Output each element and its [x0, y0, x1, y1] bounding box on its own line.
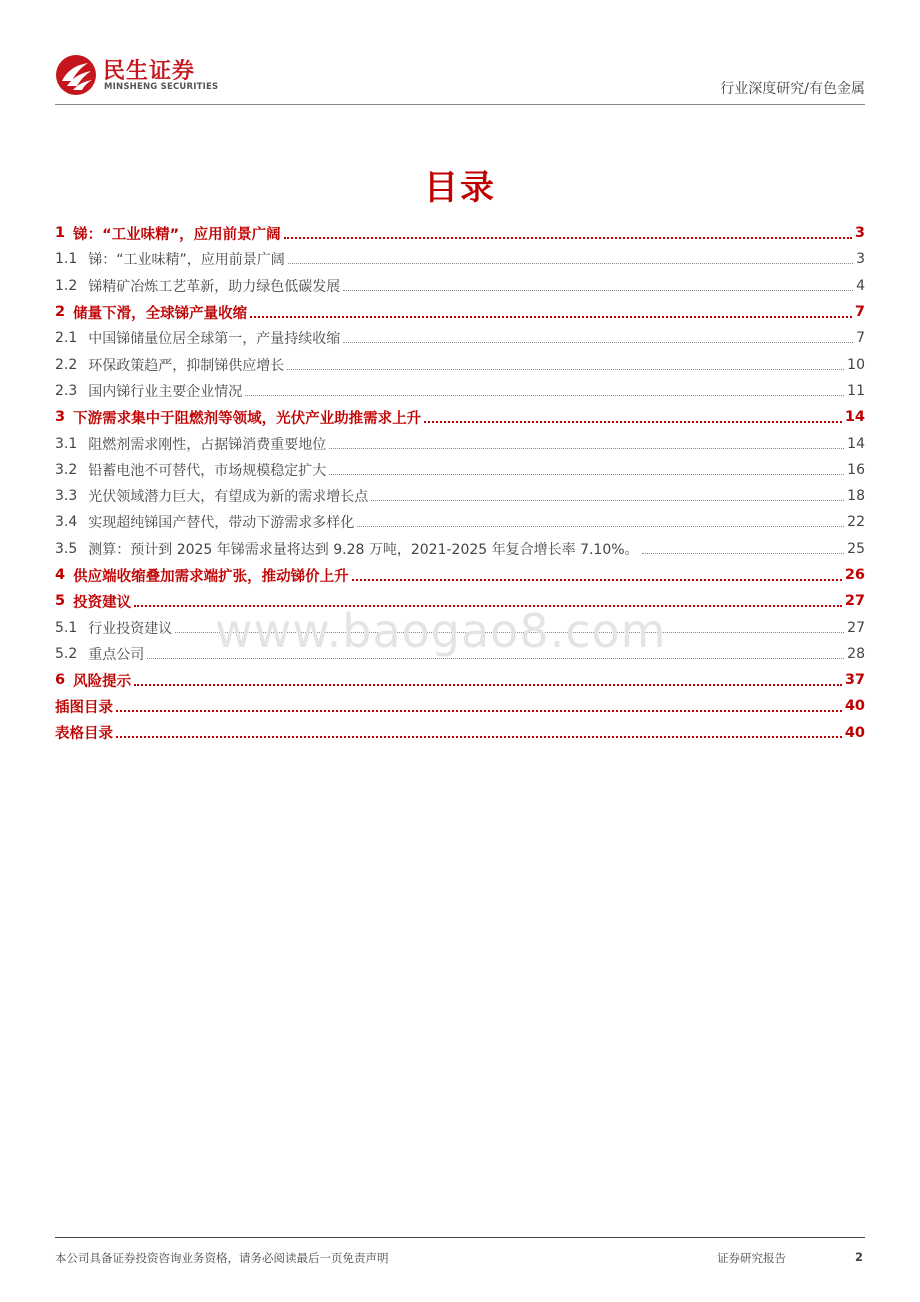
toc-dot-leader — [343, 289, 853, 291]
toc-dot-leader — [116, 709, 842, 712]
toc-entry-subsection[interactable] — [55, 536, 865, 562]
toc-entry-subsection[interactable] — [55, 378, 865, 404]
toc-entry-label: 国内锑行业主要企业情况 — [88, 383, 243, 400]
toc-entry-label: 重点公司 — [88, 646, 145, 663]
toc-entry-label: 插图目录 — [55, 699, 113, 716]
toc-dot-leader — [116, 735, 842, 738]
toc-dot-leader — [245, 394, 844, 396]
toc-entry-section[interactable] — [55, 404, 865, 430]
toc-entry-number: 2.2 — [55, 356, 78, 373]
toc-entry-subsection[interactable] — [55, 273, 865, 299]
watermark: www.baogao8.com — [215, 604, 667, 658]
toc-entry-label: 行业投资建议 — [88, 620, 173, 637]
toc-entry-page: 11 — [847, 382, 865, 399]
toc-entry-page: 27 — [847, 619, 865, 636]
toc-entry-section[interactable] — [55, 562, 865, 588]
toc-entry-number: 6 — [55, 672, 66, 689]
toc-entry-subsection[interactable] — [55, 509, 865, 535]
toc-entry-subsection[interactable] — [55, 351, 865, 377]
toc-entry-number: 3.5 — [55, 540, 78, 557]
toc-entry-label: 表格目录 — [55, 726, 113, 743]
toc-entry-number: 2 — [55, 304, 66, 321]
toc-entry-label: 环保政策趋严，抑制锑供应增长 — [88, 357, 285, 374]
toc-entry-label: 储量下滑，全球锑产量收缩 — [73, 305, 248, 322]
toc-entry-section[interactable] — [55, 220, 865, 246]
toc-entry-number: 1 — [55, 225, 66, 242]
toc-entry-label: 光伏领域潜力巨大，有望成为新的需求增长点 — [88, 489, 369, 506]
toc-entry-label: 测算：预计到 2025 年锑需求量将达到 9.28 万吨，2021-2025 年复合增长率 7.10%。 — [88, 541, 639, 558]
toc-entry-number: 5.1 — [55, 619, 78, 636]
toc-entry-label: 铅蓄电池不可替代，市场规模稳定扩大 — [88, 462, 327, 479]
toc-entry-number: 3.1 — [55, 435, 78, 452]
toc-dot-leader — [352, 578, 842, 581]
toc-dot-leader — [287, 368, 844, 370]
toc-entry-page: 3 — [856, 251, 865, 268]
toc-entry-label: 下游需求集中于阻燃剂等领域，光伏产业助推需求上升 — [73, 410, 422, 427]
toc-entry-number: 4 — [55, 567, 66, 583]
toc-entry-page: 10 — [847, 356, 865, 373]
logo-text-cn: 民生证券 — [103, 59, 196, 84]
minsheng-logo — [55, 52, 225, 100]
toc-entry-page: 18 — [847, 488, 865, 505]
toc-entry-subsection[interactable] — [55, 325, 865, 351]
toc-dot-leader — [284, 236, 852, 239]
toc-entry-number: 3 — [55, 409, 66, 426]
page-number: 2 — [854, 1250, 863, 1264]
toc-entry-page: 4 — [856, 277, 865, 294]
footer-divider — [55, 1237, 865, 1238]
toc-dot-leader — [250, 315, 852, 318]
toc-dot-leader — [424, 420, 842, 423]
toc-entry-section[interactable] — [55, 667, 865, 693]
toc-entry-subsection[interactable] — [55, 457, 865, 483]
toc-entry-page: 28 — [847, 645, 865, 662]
toc-entry-number: 1.1 — [55, 251, 78, 268]
toc-title: 目录 — [424, 168, 496, 208]
page-header — [55, 52, 865, 104]
toc-entry-page: 26 — [844, 567, 865, 583]
toc-dot-leader — [642, 552, 845, 554]
toc-entry-subsection[interactable] — [55, 483, 865, 509]
toc-dot-leader — [134, 683, 842, 686]
toc-entry-label: 阻燃剂需求刚性，占据锑消费重要地位 — [88, 436, 327, 453]
toc-entry-section[interactable] — [55, 693, 865, 719]
toc-entry-label: 中国锑储量位居全球第一，产量持续收缩 — [88, 331, 341, 348]
toc-dot-leader — [288, 262, 853, 264]
toc-entry-page: 25 — [847, 540, 865, 557]
table-of-contents — [55, 220, 865, 746]
toc-dot-leader — [357, 525, 844, 527]
toc-entry-number: 3.2 — [55, 461, 78, 478]
toc-dot-leader — [329, 447, 844, 449]
report-category: 行业深度研究/有色金属 — [720, 81, 865, 97]
toc-entry-page: 40 — [844, 698, 865, 715]
toc-entry-page: 14 — [847, 435, 865, 452]
toc-dot-leader — [329, 473, 844, 475]
toc-entry-page: 16 — [847, 461, 865, 478]
toc-entry-page: 40 — [844, 724, 865, 741]
toc-entry-label: 供应端收缩叠加需求端扩张，推动锑价上升 — [73, 568, 349, 585]
toc-entry-number: 2.1 — [55, 330, 78, 347]
toc-entry-subsection[interactable] — [55, 430, 865, 456]
minsheng-logo-icon — [55, 54, 97, 96]
toc-dot-leader — [371, 499, 844, 501]
toc-dot-leader — [343, 341, 853, 343]
toc-entry-number: 3.4 — [55, 514, 78, 531]
footer-report-type: 证券研究报告 — [717, 1251, 786, 1265]
toc-entry-label: 投资建议 — [73, 594, 132, 611]
logo-text-en: MINSHENG SECURITIES — [104, 82, 219, 92]
toc-entry-page: 22 — [847, 514, 865, 531]
toc-entry-page: 7 — [854, 304, 865, 321]
toc-entry-page: 14 — [844, 409, 865, 426]
toc-entry-page: 37 — [844, 672, 865, 689]
toc-entry-number: 5 — [55, 593, 66, 610]
toc-entry-label: 锑：“工业味精”，应用前景广阔 — [88, 252, 285, 269]
toc-entry-label: 实现超纯锑国产替代，带动下游需求多样化 — [88, 515, 355, 532]
header-divider — [55, 104, 865, 105]
toc-entry-subsection[interactable] — [55, 246, 865, 272]
toc-entry-number: 2.3 — [55, 382, 78, 399]
toc-entry-number: 1.2 — [55, 277, 78, 294]
toc-entry-section[interactable] — [55, 720, 865, 746]
toc-entry-page: 7 — [856, 330, 865, 347]
toc-entry-page: 27 — [844, 593, 865, 610]
toc-entry-label: 锑精矿冶炼工艺革新，助力绿色低碳发展 — [88, 278, 341, 295]
toc-entry-label: 风险提示 — [73, 673, 132, 690]
toc-entry-number: 5.2 — [55, 645, 78, 662]
toc-entry-page: 3 — [854, 225, 865, 242]
toc-entry-section[interactable] — [55, 299, 865, 325]
toc-entry-number: 3.3 — [55, 488, 78, 505]
footer-disclaimer: 本公司具备证券投资咨询业务资格，请务必阅读最后一页免责声明 — [55, 1251, 389, 1265]
toc-entry-label: 锑：“工业味精”，应用前景广阔 — [73, 226, 281, 243]
